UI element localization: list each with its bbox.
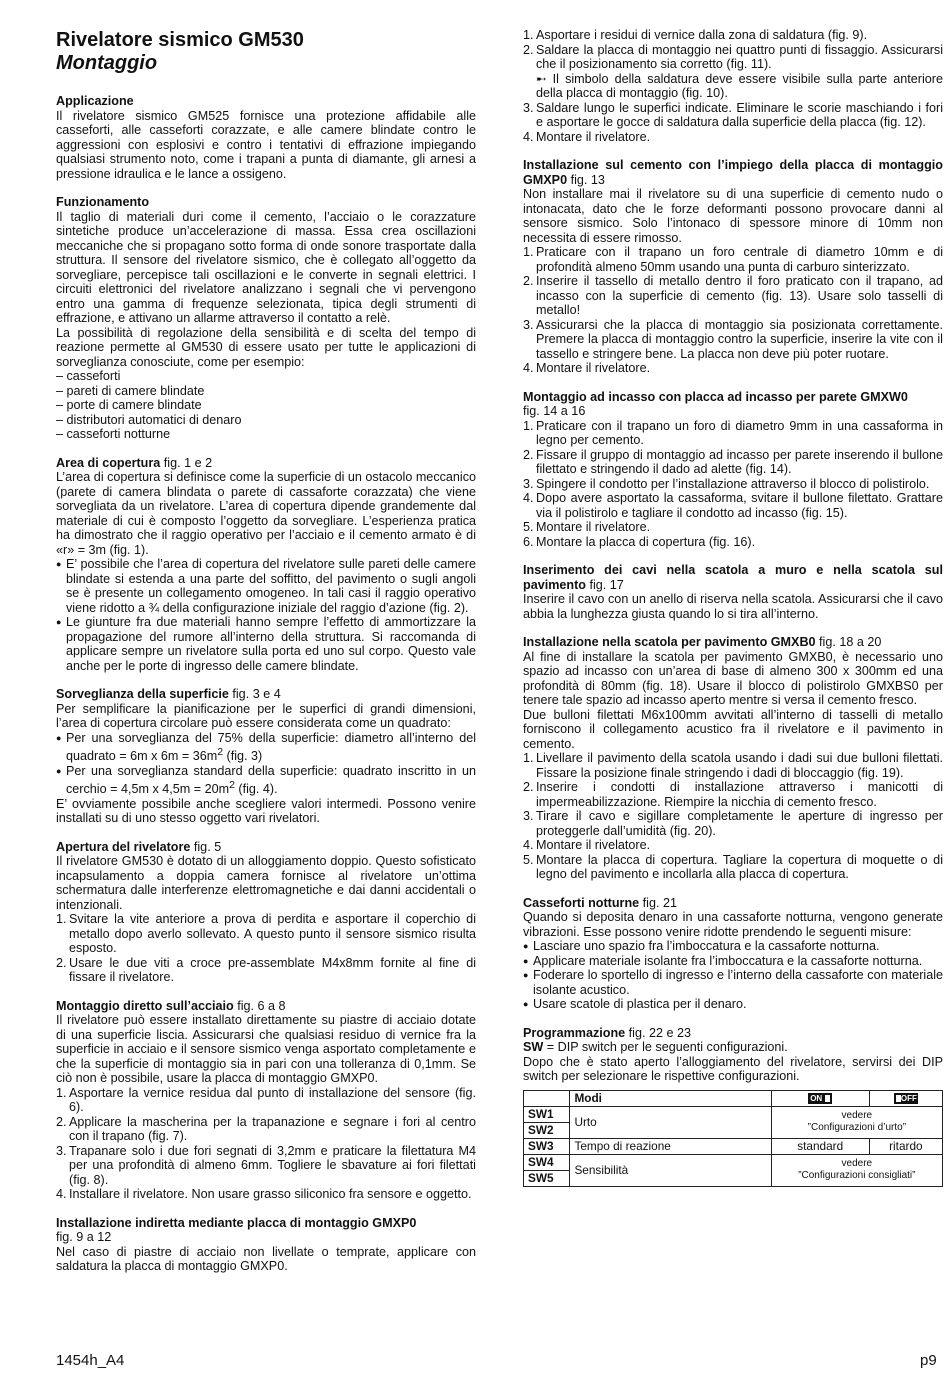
section-heading: Apertura del rivelatore [56, 839, 191, 854]
off-label: OFF [900, 1093, 917, 1103]
step-text: Inserire il tassello di metallo dentro il foro praticato con il trapano, ad incasso con la superficie di cemento (fig. 13). Usare solo tasselli di metallo! [536, 274, 943, 317]
step-text: Praticare con il trapano un foro di diametro 9mm in una cassaforma in legno per cemento. [536, 418, 943, 447]
section-funzionamento [56, 195, 476, 442]
step-number: 2. [56, 955, 67, 970]
urto-value [771, 1106, 942, 1138]
step-text: Saldare lungo le superfici indicate. Eliminare le scorie maschiando i fori e asportare le gocce di saldatura dalla superficie della placca (fig. 12). [536, 100, 943, 129]
value-line: ”Configurazioni consigliati” [798, 1170, 916, 1181]
step-item [523, 274, 943, 318]
section-area [56, 456, 476, 674]
step-text: Svitare la vite anteriore a prova di perdita e asportare il coperchio di metallo dopo averlo sollevato. A questo punto il sensore sismico risulta esposto. [69, 912, 476, 956]
figure-ref: fig. 13 [567, 172, 605, 187]
table-header-row [524, 1090, 943, 1106]
sw-id: SW5 [524, 1170, 570, 1186]
step-text: Montare la placca di copertura. Tagliare la copertura di moquette o di legno del pavimento e incollarla alla placca di copertura. [536, 852, 943, 881]
table-corner-cell [524, 1090, 570, 1106]
step-text: Tirare il cavo e sigillare completamente le aperture di ingresso per proteggerle dall’umidità (fig. 20). [536, 809, 943, 838]
section-text: Il rivelatore GM530 è dotato di un alloggiamento doppio. Questo sofisticato incapsulamento a doppia camera fornisce al rivelatore un’ottima schermatura dalle interferenze elettromagnetiche e dai danni accidentali o intenzionali. [56, 854, 476, 912]
section-text: Non installare mai il rivelatore su di una superficie di cemento nudo o intonacata, dato che le forze deformanti possono provocare danni al sensore sismico. Solo l’intonaco di spessore minore di 10mm non necessita di essere rimosso. [523, 187, 943, 245]
section-text: Il rivelatore può essere installato direttamente su piastre di acciaio dotate di una superficie liscia. Assicurarsi che qualsiasi residuo di vernice fra la superficie in acciaio e il sensore sismico venga asportato completamente e che la superficie di montaggio sia in pari con una tolleranza di 0,1mm. Se ciò non è possibile, usare la placca di montaggio GMXP0. [56, 1013, 476, 1086]
section-text: Per semplificare la pianificazione per le superfici di grandi dimensioni, l’area di copertura circolare può essere considerata come un quadrato: [56, 701, 476, 730]
step-number: 4. [56, 1187, 67, 1202]
section-heading: Funzionamento [56, 195, 150, 209]
section-sorveglianza [56, 687, 476, 826]
step-number: 2. [523, 42, 534, 57]
step-list [523, 419, 943, 550]
step-number: 5. [523, 852, 534, 867]
mode-tempo: Tempo di reazione [570, 1138, 771, 1154]
sw-id: SW1 [524, 1106, 570, 1122]
step-number: 1. [56, 1085, 67, 1100]
switch-off-icon [894, 1093, 918, 1104]
step-item [523, 28, 943, 43]
step-list [56, 1086, 476, 1202]
section-text: Due bulloni filettati M6x100mm avvitati all’interno di tasselli di metallo forniscono il collegamento acustico fra il rivelatore e il pavimento in cemento. [523, 707, 943, 751]
section-incasso [523, 390, 943, 550]
step-number: 4. [523, 838, 534, 852]
section-text: Il taglio di materiali duri come il cemento, l’acciaio o le corazzature sintetiche produce un’accelerazione di massa. Essa crea oscillazioni meccaniche che si propagano sotto forma di onde sonore trasportate dalla struttura. Il sensore del rivelatore sismico, che è collegato all’oggetto da sorvegliare, percepisce tali oscillazioni e le converte in segnali elettrici. I circuiti elettronici del rivelatore analizzano i segnali che vi pervengono entro una gamma di frequenze selezionata, tipica degli strumenti di effrazione, e attivano un allarme attraverso il contatto a relè. [56, 209, 476, 325]
mode-urto: Urto [570, 1106, 771, 1138]
section-heading: Installazione nella scatola per pavimento GMXB0 [523, 635, 816, 649]
step-item [523, 101, 943, 130]
list-item: – distributori automatici di denaro [56, 412, 242, 427]
step-item [56, 1187, 476, 1202]
list-item: – casseforti [56, 369, 121, 383]
section-text: La possibilità di regolazione della sensibilità e di scelta del tempo di reazione permette al GM530 di essere usato per tutte le applicazioni di sorveglianza conosciute, come per esempio: [56, 325, 476, 369]
step-item [523, 448, 943, 477]
off-header-cell [869, 1090, 942, 1106]
section-heading: Area di copertura [56, 455, 161, 470]
step-item [523, 361, 943, 376]
value-line: vedere [841, 1110, 873, 1121]
step-text: Montare il rivelatore. [536, 520, 651, 534]
section-apertura [56, 840, 476, 985]
section-text: Quando si deposita denaro in una cassaforte notturna, vengono generate vibrazioni. Esse possono venire ridotte prendendo le seguenti misure: [523, 910, 943, 939]
section-notturne [523, 896, 943, 1012]
step-number: 2. [56, 1114, 67, 1129]
step-item [56, 956, 476, 985]
list-item: ● Applicare materiale isolante fra l’imboccatura e la cassaforte notturna. [523, 954, 943, 969]
section-programmazione [523, 1026, 943, 1187]
bullet-text: (fig. 4). [234, 782, 278, 797]
sw-id: SW4 [524, 1154, 570, 1170]
step-item [523, 780, 943, 809]
mode-sensibilita: Sensibilità [570, 1154, 771, 1186]
page-subtitle: Montaggio [56, 52, 158, 74]
section-heading: Casseforti notturne [523, 895, 640, 910]
section-heading: Inserimento dei cavi nella scatola a muro e nella scatola sul pavimento [523, 563, 943, 592]
table-header-modi: Modi [570, 1090, 771, 1106]
sw-id: SW2 [524, 1122, 570, 1138]
section-applicazione [56, 94, 476, 181]
section-diretto [56, 999, 476, 1202]
sensibilita-value [771, 1154, 942, 1186]
figure-ref: fig. 14 a 16 [523, 404, 586, 418]
section-text: Nel caso di piastre di acciaio non livellate o temprate, applicare con saldatura la placca di montaggio GMXP0. [56, 1244, 476, 1274]
superscript: 2 [229, 779, 235, 792]
sw-id: SW3 [524, 1138, 570, 1154]
page-title: Rivelatore sismico GM530 [56, 29, 304, 51]
step-number: 3. [56, 1143, 67, 1158]
step-number: 1. [523, 751, 534, 765]
bullet-list [523, 939, 943, 1012]
figure-ref: fig. 9 a 12 [56, 1230, 112, 1245]
list-item: ● Lasciare uno spazio fra l’imboccatura e la cassaforte notturna. [523, 939, 943, 954]
step-number: 1. [523, 28, 534, 42]
step-item [523, 853, 943, 882]
figure-ref: fig. 18 a 20 [815, 635, 882, 649]
step-number: 1. [523, 418, 534, 433]
step-number: 2. [523, 780, 534, 794]
section-text: E’ ovviamente possibile anche scegliere valori intermedi. Possono venire installati su di uno stesso oggetto vari rivelatori. [56, 796, 476, 826]
step-item [523, 491, 943, 520]
section-indiretta [56, 1216, 476, 1274]
step-item [523, 809, 943, 838]
figure-ref: fig. 22 e 23 [625, 1025, 692, 1040]
step-number: 1. [523, 245, 534, 259]
figure-ref: fig. 3 e 4 [228, 687, 281, 701]
figure-ref: fig. 6 a 8 [233, 998, 286, 1013]
bullet-text: Per una sorveglianza standard della superficie: quadrato inscritto in un cerchio = 4,5m x 4,5m = 20m [66, 763, 476, 797]
step-text: Trapanare solo i due fori segnati di 3,2mm e praticare la filettatura M4 per una profondità di almeno 6mm. Togliere le sbavature ai fori filettati (fig. 8). [69, 1143, 476, 1187]
step-number: 4. [523, 491, 534, 505]
tempo-on-value: standard [771, 1138, 869, 1154]
step-text: Montare il rivelatore. [536, 838, 651, 852]
step-item [56, 1115, 476, 1144]
section-cemento [523, 158, 943, 376]
welding-note: ➸ Il simbolo della saldatura deve essere visibile sulla parte anteriore della placca di montaggio (fig. 10). [536, 71, 943, 100]
step-item [523, 751, 943, 780]
section-cavi [523, 563, 943, 621]
list-item: ● E’ possibile che l’area di copertura del rivelatore sulle pareti delle camere blindate si estenda a una parte del soffitto, del pavimento o sugli angoli se è presente un collegamento omogeneo. In tali casi il raggio operativo viene ridotto a ¾ della configurazione iniziale del raggio d’azione (fig. 2). [56, 557, 476, 615]
section-pavimento [523, 635, 943, 882]
list-item: – casseforti notturne [56, 427, 171, 441]
table-row [524, 1154, 943, 1170]
section-text: Il rivelatore sismico GM525 fornisce una protezione affidabile alle casseforti, alle casseforti corazzate, e alle camere blindate contro le aggressioni con esplosivi e contro i tentativi di effrazione impiegando qualsiasi strumento noto, come i trapani a punta di diamante, gli arnesi a pressione idraulica e le lance a ossigeno. [56, 108, 476, 181]
step-item [523, 130, 943, 145]
step-text: Montare il rivelatore. [536, 129, 651, 144]
step-number: 1. [56, 912, 67, 927]
bullet-text: (fig. 3) [223, 749, 263, 764]
section-heading: Montaggio diretto sull’acciaio [56, 998, 234, 1013]
switch-on-icon [808, 1093, 832, 1104]
section-text: L’area di copertura si definisce come la superficie di un ostacolo meccanico (parete di camera blindata o parete di cassaforte corazzata) che viene sorvegliata da un rivelatore. L’area di copertura dipende grandemente dal materiale di cui è composto l’oggetto da sorvegliare. L’esperienza pratica ha dimostrato che il raggio operativo per l’acciaio e il cemento armato è di «r» = 3m (fig. 1). [56, 470, 477, 557]
step-text: Praticare con il trapano un foro centrale di diametro 10mm e di profondità almeno 50mm usando una punta di carburo sinterizzato. [536, 245, 943, 274]
list-item: ● Le giunture fra due materiali hanno sempre l’effetto di ammortizzare la propagazione del rumore all’interno della struttura. Si raccomanda di applicare sempre un rivelatore sulla porta ed uno sul corpo. Questo vale anche per le porte di ingresso delle camere blindate. [56, 615, 476, 673]
step-text: Asportare la vernice residua dal punto di installazione del sensore (fig. 6). [69, 1085, 476, 1115]
list-item [56, 764, 476, 797]
step-item [56, 1086, 476, 1115]
sw-definition: = DIP switch per le seguenti configurazioni. [543, 1040, 788, 1054]
figure-ref: fig. 1 e 2 [160, 455, 213, 470]
step-item [56, 1144, 476, 1188]
step-text: Montare la placca di copertura (fig. 16). [536, 534, 756, 549]
table-row [524, 1106, 943, 1122]
step-number: 6. [523, 534, 534, 549]
bullet-text: Per una sorveglianza del 75% della superficie: diametro all’interno del quadrato = 6m x 6m = 36m [66, 730, 476, 764]
step-text: Asportare i residui di vernice dalla zona di saldatura (fig. 9). [536, 28, 868, 42]
step-number: 2. [523, 447, 534, 462]
on-header-cell [771, 1090, 869, 1106]
section-text [523, 1040, 943, 1055]
section-heading: Sorveglianza della superficie [56, 687, 229, 701]
sw-label: SW [523, 1040, 544, 1054]
step-text: Saldare la placca di montaggio nei quattro punti di fissaggio. Assicurarsi che il posizionamento sia corretto (fig. 11). [536, 42, 943, 71]
section-heading: Applicazione [56, 94, 134, 108]
section-heading: Installazione indiretta mediante placca di montaggio GMXP0 [56, 1215, 417, 1230]
examples-list [56, 369, 476, 442]
step-item [523, 838, 943, 853]
step-number: 3. [523, 100, 534, 115]
section-heading: Installazione sul cemento con l’impiego della placca di montaggio GMXP0 [523, 158, 943, 187]
step-text: Usare le due viti a croce pre-assemblate M4x8mm fornite al fine di fissare il rivelatore. [69, 955, 476, 985]
figure-ref: fig. 17 [585, 577, 624, 592]
step-text: Installare il rivelatore. Non usare grasso siliconico fra sensore e oggetto. [69, 1187, 472, 1202]
list-item: ● Usare scatole di plastica per il denaro. [523, 997, 943, 1012]
value-line: vedere [841, 1158, 873, 1169]
step-number: 4. [523, 129, 534, 144]
step-item [523, 535, 943, 550]
list-item [56, 731, 476, 764]
left-column [56, 94, 476, 1288]
table-row [524, 1138, 943, 1154]
section-text: Al fine di installare la scatola per pavimento GMXB0, è necessario uno spazio ad incasso con un’area di base di almeno 300 x 300mm ed una profondità di 80mm (fig. 18). Usare il blocco di polistirolo GMXBS0 per tenere tale spazio ad incasso aperto mentre si versa il cemento fresco. [523, 649, 943, 707]
step-item [523, 245, 943, 274]
section-text: Inserire il cavo con un anello di riserva nella scatola. Assicurarsi che il cavo abbia la lunghezza giusta quando lo si tira all’interno. [523, 592, 943, 621]
step-text: Applicare la mascherina per la trapanazione e segnare i fori al centro con il trapano (fig. 7). [69, 1114, 476, 1144]
step-text: Assicurarsi che la placca di montaggio sia posizionata correttamente. Premere la placca di montaggio contro la superficie, inserire la vite con il tassello e stringere bene. La placca non deve più poter ruotare. [536, 317, 943, 361]
superscript: 2 [217, 746, 224, 758]
on-label: ON [810, 1093, 823, 1103]
step-number: 3. [523, 809, 534, 823]
step-text: Spingere il condotto per l’installazione attraverso il blocco di polistirolo. [536, 476, 930, 491]
switch-knob [825, 1095, 830, 1102]
list-item: ● Foderare lo sportello di ingresso e l’interno della cassaforte con materiale isolante acustico. [523, 968, 943, 997]
value-line: ”Configurazioni d’urto” [807, 1122, 907, 1133]
figure-ref: fig. 5 [190, 839, 222, 854]
step-item [56, 912, 476, 956]
section-heading: Programmazione [523, 1025, 626, 1040]
step-list [523, 245, 943, 376]
step-item [523, 419, 943, 448]
section-heading: Montaggio ad incasso con placca ad incasso per parete GMXW0 [523, 389, 908, 404]
step-text: Livellare il pavimento della scatola usando i dadi sui due bulloni filettati. Fissare la posizione finale stringendo i dadi di bloccaggio (fig. 19). [536, 751, 943, 780]
dip-switch-table [523, 1090, 943, 1187]
section-text: Dopo che è stato aperto l’alloggiamento del rivelatore, servirsi dei DIP switch per selezionare le rispettive configurazioni. [523, 1054, 943, 1083]
step-item [523, 43, 943, 101]
bullet-list [56, 557, 476, 673]
step-number: 3. [523, 476, 534, 491]
step-text: Dopo avere asportato la cassaforma, svitare il bullone filettato. Grattare via il polistirolo e tagliare il condotto ad incasso (fig. 15). [536, 491, 943, 520]
step-text: Montare il rivelatore. [536, 361, 651, 375]
step-number: 3. [523, 317, 534, 332]
step-list [523, 28, 943, 144]
step-item [523, 520, 943, 535]
step-list [56, 912, 476, 985]
step-item [523, 477, 943, 492]
document-id: 1454h_A4 [56, 1352, 125, 1369]
section-indiretta-steps [523, 28, 943, 144]
tempo-off-value: ritardo [869, 1138, 942, 1154]
page-number: p9 [920, 1352, 937, 1369]
step-number: 2. [523, 274, 534, 288]
step-item [523, 318, 943, 362]
step-number: 5. [523, 520, 534, 534]
step-number: 4. [523, 361, 534, 375]
bullet-list [56, 731, 476, 797]
figure-ref: fig. 21 [639, 895, 677, 910]
step-text: Fissare il gruppo di montaggio ad incasso per parete inserendo il bullone filettato e stringendo il dado ad alette (fig. 14). [536, 447, 943, 476]
step-list [523, 751, 943, 882]
right-column [523, 28, 943, 1201]
list-item: – pareti di camere blindate [56, 383, 205, 398]
list-item: – porte di camere blindate [56, 398, 202, 412]
step-text: Inserire i condotti di installazione attraverso i manicotti di impermeabilizzazione. Riempire la nicchia di cemento fresco. [536, 780, 943, 809]
